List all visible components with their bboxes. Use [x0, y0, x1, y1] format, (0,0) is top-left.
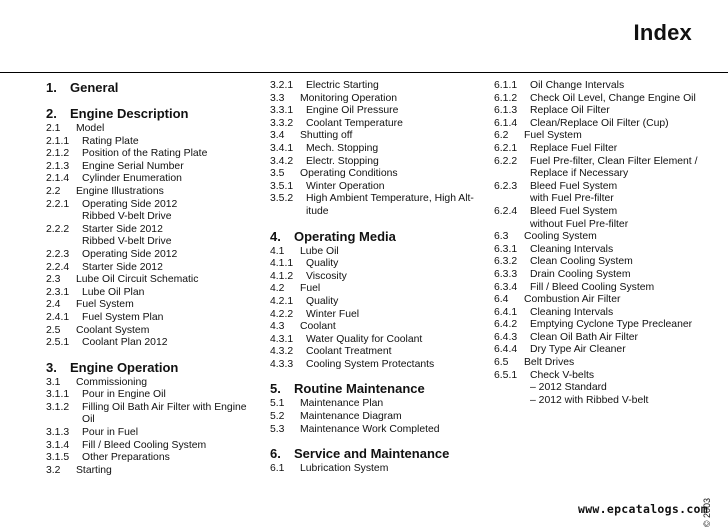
index-entry	[494, 93, 724, 106]
entry-number: 4.1.2	[270, 270, 294, 282]
index-entry	[270, 271, 485, 284]
page-title: Index	[633, 20, 692, 45]
entry-text: Maintenance Plan	[300, 398, 384, 410]
index-entry	[270, 80, 485, 93]
entry-text: Mech. Stopping	[306, 142, 379, 154]
entry-text: Operating Conditions	[300, 168, 398, 180]
entry-text: Ribbed V-belt Drive	[82, 236, 172, 248]
entry-number: 3.4	[270, 130, 285, 142]
entry-number: 6.2	[494, 130, 509, 142]
entry-text: Cooling System Protectants	[306, 358, 435, 370]
entry-text: Clean Oil Bath Air Filter	[530, 331, 638, 343]
entry-number: 5.1	[270, 398, 285, 410]
entry-number: 2.5.1	[46, 337, 70, 349]
index-entry	[494, 80, 724, 93]
index-entry	[270, 398, 485, 411]
entry-text: Coolant	[300, 321, 336, 333]
entry-number: 4.3	[270, 321, 285, 333]
entry-text: Emptying Cyclone Type Precleaner	[530, 319, 693, 331]
index-entry	[270, 321, 485, 334]
entry-text: Quality	[306, 258, 339, 270]
index-entry	[46, 465, 256, 478]
entry-number: 6.2.1	[494, 142, 518, 154]
entry-text: Operating Side 2012	[82, 248, 178, 260]
index-entry	[494, 219, 724, 232]
entry-text: Replace Oil Filter	[530, 105, 610, 117]
entry-number: 6.1.3	[494, 105, 518, 117]
entry-text: Lube Oil Plan	[82, 286, 145, 298]
entry-text: Replace Fuel Filter	[530, 142, 618, 154]
entry-number: 2.2	[46, 185, 61, 197]
index-entry	[270, 130, 485, 143]
index-entry	[494, 307, 724, 320]
entry-text: Fuel System	[524, 130, 582, 142]
entry-text: – 2012 with Ribbed V-belt	[530, 394, 649, 406]
index-entry	[270, 463, 485, 476]
entry-text: Operating Media	[294, 228, 396, 244]
entry-number: 4.2.2	[270, 308, 294, 320]
index-entry	[494, 319, 724, 332]
entry-text: Starter Side 2012	[82, 261, 163, 273]
entry-text: Check V-belts	[530, 369, 595, 381]
entry-number: 2.1.4	[46, 173, 70, 185]
entry-text: Oil Change Intervals	[530, 80, 625, 91]
index-entry	[270, 206, 485, 219]
index-entry	[494, 130, 724, 143]
entry-number: 3.3.2	[270, 117, 294, 129]
entry-text: Electric Starting	[306, 80, 379, 91]
entry-text: Fill / Bleed Cooling System	[82, 439, 207, 451]
entry-number: 2.1.3	[46, 160, 70, 172]
index-entry	[494, 105, 724, 118]
index-entry	[270, 283, 485, 296]
index-entry	[46, 414, 256, 427]
index-section-heading	[46, 106, 256, 122]
entry-text: Monitoring Operation	[300, 92, 398, 104]
index-entry	[46, 236, 256, 249]
index-entry	[270, 424, 485, 437]
index-entry	[494, 244, 724, 257]
index-entry	[494, 156, 724, 169]
entry-text: – 2012 Standard	[530, 382, 607, 394]
entry-number: 4.	[270, 228, 281, 244]
entry-text: Coolant System	[76, 324, 150, 336]
entry-text: itude	[306, 205, 329, 217]
entry-text: Dry Type Air Cleaner	[530, 344, 626, 356]
entry-text: Coolant Treatment	[306, 346, 392, 358]
entry-number: 2.1.2	[46, 148, 70, 160]
entry-text: Lubrication System	[300, 463, 389, 475]
index-entry	[46, 299, 256, 312]
entry-number: 4.2	[270, 283, 285, 295]
index-entry	[494, 294, 724, 307]
entry-number: 4.3.3	[270, 358, 294, 370]
entry-number: 5.	[270, 381, 281, 397]
entry-number: 2.	[46, 106, 57, 121]
entry-text: Clean Cooling System	[530, 256, 633, 268]
index-entry	[494, 370, 724, 383]
index-entry	[494, 193, 724, 206]
index-entry	[46, 186, 256, 199]
index-entry	[494, 143, 724, 156]
entry-text: Position of the Rating Plate	[82, 148, 208, 160]
entry-text: Winter Operation	[306, 180, 385, 192]
index-entry	[46, 249, 256, 262]
index-entry	[46, 402, 256, 415]
entry-text: Quality	[306, 295, 339, 307]
entry-number: 4.1	[270, 245, 285, 257]
entry-text: Fuel System	[76, 299, 134, 311]
entry-number: 2.2.1	[46, 198, 70, 210]
index-entry	[270, 334, 485, 347]
entry-text: Water Quality for Coolant	[306, 333, 423, 345]
entry-number: 6.4.4	[494, 344, 518, 356]
index-entry	[270, 346, 485, 359]
entry-number: 2.2.3	[46, 248, 70, 260]
index-entry	[46, 274, 256, 287]
entry-number: 6.2.4	[494, 205, 518, 217]
index-entry	[270, 143, 485, 156]
index-entry	[46, 262, 256, 275]
index-entry	[494, 181, 724, 194]
entry-text: Fuel	[300, 283, 321, 295]
entry-text: Filling Oil Bath Air Filter with Engine	[82, 401, 247, 413]
entry-number: 2.1.1	[46, 135, 70, 147]
entry-text: Pour in Engine Oil	[82, 389, 166, 401]
entry-text: Cooling System	[524, 231, 597, 243]
index-entry	[270, 246, 485, 259]
index-entry	[494, 256, 724, 269]
index-entry	[270, 168, 485, 181]
entry-text: Lube Oil	[300, 245, 339, 257]
index-entry	[270, 309, 485, 322]
entry-number: 6.3	[494, 231, 509, 243]
entry-number: 6.1.1	[494, 80, 518, 91]
index-section-heading	[46, 80, 256, 96]
index-entry	[46, 136, 256, 149]
entry-number: 6.3.3	[494, 268, 518, 280]
index-entry	[46, 312, 256, 325]
entry-text: Maintenance Diagram	[300, 411, 402, 423]
entry-text: Drain Cooling System	[530, 268, 631, 280]
entry-text: Fuel Pre-filter, Clean Filter Element /	[530, 155, 698, 167]
entry-number: 6.	[270, 446, 281, 462]
entry-number: 3.1.3	[46, 427, 70, 439]
entry-text: Winter Fuel	[306, 308, 360, 320]
entry-number: 2.4	[46, 299, 61, 311]
entry-number: 6.1.2	[494, 92, 518, 104]
entry-number: 3.1	[46, 376, 61, 388]
index-entry	[270, 156, 485, 169]
entry-text: Commissioning	[76, 376, 148, 388]
index-entry	[46, 389, 256, 402]
entry-number: 3.4.1	[270, 142, 294, 154]
index-entry	[270, 296, 485, 309]
entry-number: 6.4	[494, 294, 509, 306]
entry-number: 3.3	[270, 92, 285, 104]
entry-number: 6.1.4	[494, 117, 518, 129]
entry-text: with Fuel Pre-filter	[530, 193, 614, 205]
entry-number: 6.5	[494, 357, 509, 369]
index-entry	[46, 337, 256, 350]
entry-number: 5.2	[270, 411, 285, 423]
entry-text: Coolant Plan 2012	[82, 337, 168, 349]
entry-text: Bleed Fuel System	[530, 205, 618, 217]
entry-text: Operating Side 2012	[82, 198, 178, 210]
index-entry	[46, 377, 256, 390]
index-section-heading	[270, 446, 485, 462]
entry-number: 4.1.1	[270, 258, 294, 270]
index-entry	[270, 193, 485, 206]
entry-number: 2.5	[46, 324, 61, 336]
index-entry	[46, 287, 256, 300]
entry-number: 3.	[46, 359, 57, 375]
index-section-heading	[270, 381, 485, 397]
entry-text: Other Preparations	[82, 452, 170, 464]
entry-number: 3.5.1	[270, 180, 294, 192]
index-entry	[46, 325, 256, 338]
entry-number: 6.2.2	[494, 155, 518, 167]
column-3	[494, 80, 724, 407]
index-entry	[46, 440, 256, 453]
entry-number: 6.5.1	[494, 369, 518, 381]
index-entry	[494, 269, 724, 282]
index-entry	[270, 93, 485, 106]
index-entry	[270, 181, 485, 194]
entry-text: Check Oil Level, Change Engine Oil	[530, 92, 696, 104]
index-entry	[494, 118, 724, 131]
website-watermark: www.epcatalogs.com	[577, 502, 708, 516]
index-entry	[494, 168, 724, 181]
entry-text: Routine Maintenance	[294, 381, 425, 397]
index-entry	[494, 344, 724, 357]
index-entry	[46, 224, 256, 237]
entry-number: 3.1.1	[46, 389, 70, 401]
entry-text: Shutting off	[300, 130, 353, 142]
entry-number: 6.4.3	[494, 331, 518, 343]
entry-number: 3.4.2	[270, 155, 294, 167]
entry-text: Fuel System Plan	[82, 311, 164, 323]
entry-text: High Ambient Temperature, High Alt-	[306, 193, 474, 205]
entry-number: 3.1.4	[46, 439, 70, 451]
entry-text: Engine Description	[70, 106, 189, 121]
index-entry	[46, 211, 256, 224]
entry-text: Cleaning Intervals	[530, 243, 614, 255]
entry-text: Starter Side 2012	[82, 223, 163, 235]
entry-text: Engine Illustrations	[76, 185, 164, 197]
entry-number: 5.3	[270, 423, 285, 435]
entry-text: Combustion Air Filter	[524, 294, 621, 306]
entry-text: Maintenance Work Completed	[300, 423, 440, 435]
index-entry	[46, 452, 256, 465]
index-entry	[494, 206, 724, 219]
entry-number: 2.2.2	[46, 223, 70, 235]
entry-text: Coolant Temperature	[306, 117, 403, 129]
entry-number: 2.3.1	[46, 286, 70, 298]
entry-number: 4.3.2	[270, 346, 294, 358]
index-entry	[270, 359, 485, 372]
entry-number: 2.2.4	[46, 261, 70, 273]
entry-number: 6.3.4	[494, 281, 518, 293]
entry-number: 1.	[46, 80, 57, 95]
index-entry	[46, 427, 256, 440]
entry-number: 4.3.1	[270, 333, 294, 345]
index-entry	[494, 231, 724, 244]
index-entry	[494, 382, 724, 395]
index-entry	[494, 395, 724, 408]
entry-number: 6.3.1	[494, 243, 518, 255]
entry-text: Ribbed V-belt Drive	[82, 211, 172, 223]
entry-number: 6.1	[270, 463, 285, 475]
entry-text: Cleaning Intervals	[530, 306, 614, 318]
index-entry	[46, 123, 256, 136]
entry-text: Bleed Fuel System	[530, 180, 618, 192]
entry-text: Engine Serial Number	[82, 160, 184, 172]
entry-number: 3.5.2	[270, 193, 294, 205]
index-entry	[494, 332, 724, 345]
index-entry	[270, 258, 485, 271]
entry-text: without Fuel Pre-filter	[530, 218, 629, 230]
entry-number: 3.1.5	[46, 452, 70, 464]
entry-number: 3.5	[270, 168, 285, 180]
index-entry	[46, 148, 256, 161]
entry-text: Cylinder Enumeration	[82, 173, 182, 185]
index-entry	[46, 173, 256, 186]
index-entry	[494, 282, 724, 295]
entry-number: 6.2.3	[494, 180, 518, 192]
entry-number: 4.2.1	[270, 295, 294, 307]
entry-text: Starting	[76, 464, 112, 476]
copyright-note: © 2003	[702, 498, 712, 527]
entry-text: Belt Drives	[524, 357, 575, 369]
entry-text: Pour in Fuel	[82, 427, 139, 439]
column-2	[270, 80, 485, 476]
entry-number: 2.1	[46, 123, 61, 134]
index-entry	[270, 105, 485, 118]
index-entry	[46, 161, 256, 174]
entry-number: 2.3	[46, 274, 61, 286]
entry-text: Engine Oil Pressure	[306, 105, 399, 117]
entry-text: General	[70, 80, 119, 95]
entry-text: Clean/Replace Oil Filter (Cup)	[530, 117, 669, 129]
entry-text: Rating Plate	[82, 135, 139, 147]
index-entry	[270, 118, 485, 131]
index-section-heading	[46, 360, 256, 376]
entry-text: Model	[76, 123, 105, 134]
entry-text: Viscosity	[306, 270, 347, 282]
index-entry	[46, 199, 256, 212]
entry-text: Electr. Stopping	[306, 155, 379, 167]
index-entry	[494, 357, 724, 370]
entry-text: Engine Operation	[70, 359, 179, 375]
entry-number: 6.4.2	[494, 319, 518, 331]
entry-number: 6.3.2	[494, 256, 518, 268]
entry-number: 3.2	[46, 464, 61, 476]
entry-text: Lube Oil Circuit Schematic	[76, 274, 199, 286]
title-rule	[0, 72, 728, 73]
entry-number: 6.4.1	[494, 306, 518, 318]
entry-text: Oil	[82, 414, 95, 426]
entry-text: Service and Maintenance	[294, 446, 450, 462]
entry-text: Replace if Necessary	[530, 168, 629, 180]
index-section-heading	[270, 229, 485, 245]
entry-number: 3.2.1	[270, 80, 294, 91]
entry-number: 3.3.1	[270, 105, 294, 117]
entry-text: Fill / Bleed Cooling System	[530, 281, 655, 293]
entry-number: 3.1.2	[46, 401, 70, 413]
index-entry	[270, 411, 485, 424]
entry-number: 2.4.1	[46, 311, 70, 323]
column-1	[46, 80, 256, 477]
